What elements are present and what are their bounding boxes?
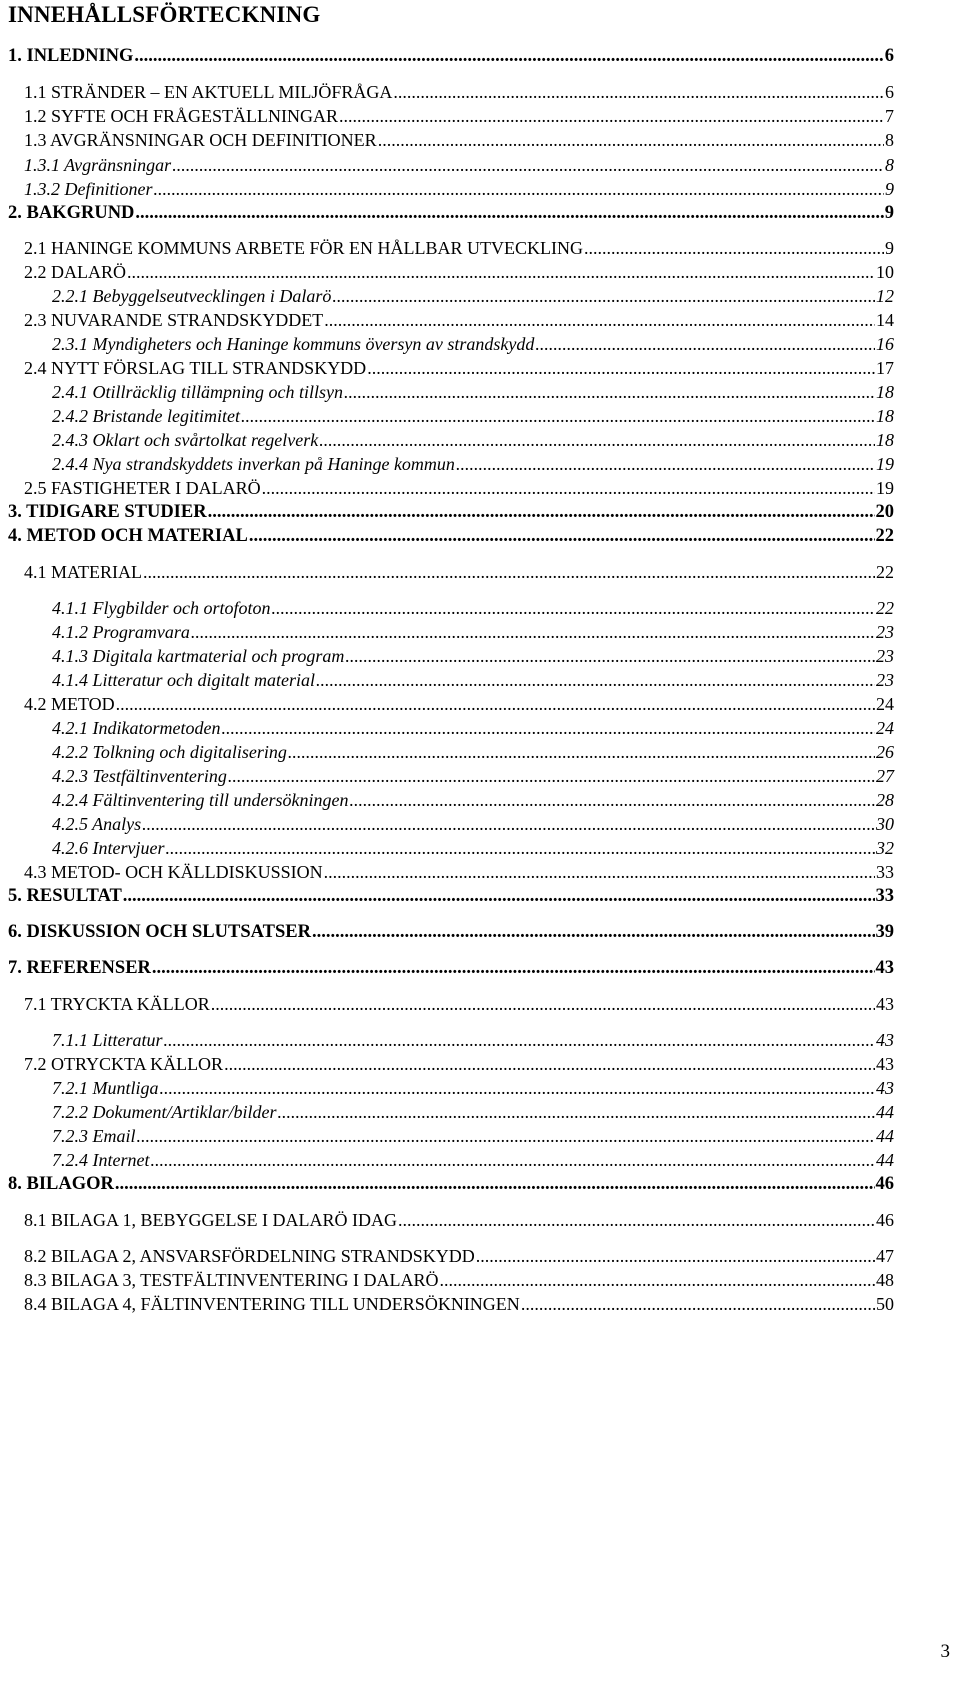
toc-entry-label: 4.1.1 Flygbilder och ortofoton [52, 598, 271, 618]
toc-entry-page: 23 [876, 670, 894, 690]
toc-entry-label: 7.2.1 Muntliga [52, 1078, 159, 1098]
toc-entry-page: 20 [875, 502, 894, 522]
toc-entry-page: 16 [876, 334, 894, 354]
toc-entry-label: 2.4 NYTT FÖRSLAG TILL STRANDSKYDD [24, 358, 367, 378]
dot-leader [154, 177, 885, 201]
toc-entry-label: 4.3 METOD- OCH KÄLLDISKUSSION [24, 862, 323, 882]
toc-entry-label: 7.2.2 Dokument/Artiklar/bilder [52, 1102, 277, 1122]
toc-entry[interactable] [52, 788, 894, 812]
toc-entry-page: 23 [876, 622, 894, 642]
dot-leader [339, 104, 884, 128]
toc-entry[interactable] [24, 1244, 894, 1268]
toc-entry-label: 7.2.4 Internet [52, 1150, 150, 1170]
toc-entry[interactable] [52, 332, 894, 356]
toc-entry[interactable] [52, 380, 894, 404]
toc-entry[interactable] [52, 596, 894, 620]
toc-entry-label: 3. TIDIGARE STUDIER [8, 502, 207, 522]
toc-entry-page: 33 [876, 862, 894, 882]
dot-leader [332, 284, 875, 308]
dot-leader [367, 356, 875, 380]
toc-entry-label: 4.1.2 Programvara [52, 622, 190, 642]
dot-leader [439, 1268, 875, 1292]
dot-leader [324, 860, 875, 884]
toc-entry-page: 26 [876, 742, 894, 762]
toc-entry[interactable] [8, 884, 894, 908]
toc-entry[interactable] [52, 1028, 894, 1052]
toc-entry-label: 4.1 MATERIAL [24, 562, 142, 582]
toc-entry-label: 4.2.5 Analys [52, 814, 142, 834]
toc-entry-label: 8. BILAGOR [8, 1174, 114, 1194]
dot-leader [316, 668, 875, 692]
toc-entry[interactable] [24, 860, 894, 884]
toc-entry-label: 1.3.1 Avgränsningar [24, 155, 172, 175]
toc-entry[interactable] [52, 1100, 894, 1124]
toc-entry-page: 6 [885, 82, 894, 102]
dot-leader [271, 596, 875, 620]
page-number: 3 [940, 1641, 950, 1662]
toc-entry-label: 2.5 FASTIGHETER I DALARÖ [24, 478, 261, 498]
toc-entry[interactable] [24, 476, 894, 500]
toc-entry-label: 2.1 HANINGE KOMMUNS ARBETE FÖR EN HÅLLBAR UTVECKLING [24, 238, 583, 258]
dot-leader [143, 560, 875, 584]
toc-entry-label: 8.4 BILAGA 4, FÄLTINVENTERING TILL UNDERSÖKNINGEN [24, 1294, 520, 1314]
dot-leader [476, 1244, 875, 1268]
toc-title: INNEHÅLLSFÖRTECKNING [8, 2, 321, 27]
toc-entry-label: 4.2.1 Indikatormetoden [52, 718, 221, 738]
toc-entry[interactable] [24, 308, 894, 332]
toc-entry-page: 9 [885, 238, 894, 258]
toc-entry-label: 8.3 BILAGA 3, TESTFÄLTINVENTERING I DALARÖ [24, 1270, 439, 1290]
toc-entry-label: 1. INLEDNING [8, 46, 134, 66]
toc-entry-label: 4. METOD OCH MATERIAL [8, 526, 248, 546]
toc-entry-page: 17 [876, 358, 894, 378]
dot-leader [277, 1100, 875, 1124]
toc-entry-label: 2.2 DALARÖ [24, 262, 126, 282]
toc-entry-page: 14 [876, 310, 894, 330]
toc-entry[interactable] [24, 236, 894, 260]
toc-entry-label: 4.2 METOD [24, 694, 115, 714]
toc-entry-page: 32 [876, 838, 894, 858]
toc-entry-label: 1.3 AVGRÄNSNINGAR OCH DEFINITIONER [24, 130, 377, 150]
toc-entry-label: 2.3 NUVARANDE STRANDSKYDDET [24, 310, 324, 330]
dot-leader [349, 788, 875, 812]
toc-entry-label: 2.4.2 Bristande legitimitet [52, 406, 240, 426]
toc-entry-page: 46 [875, 1174, 894, 1194]
toc-entry-page: 9 [884, 203, 894, 223]
toc-entry-page: 44 [876, 1126, 894, 1146]
toc-entry[interactable] [52, 452, 894, 476]
toc-entry-page: 19 [876, 478, 894, 498]
toc-entry[interactable] [24, 1052, 894, 1076]
toc-entry-label: 7.2 OTRYCKTA KÄLLOR [24, 1054, 224, 1074]
toc-entry-page: 10 [876, 262, 894, 282]
dot-leader [535, 332, 875, 356]
dot-leader [262, 476, 875, 500]
toc-entry-page: 27 [876, 766, 894, 786]
toc-entry[interactable] [24, 560, 894, 584]
dot-leader [521, 1292, 875, 1316]
toc-entry[interactable] [24, 992, 894, 1016]
toc-entry-page: 24 [876, 718, 894, 738]
toc-entry-page: 28 [876, 790, 894, 810]
dot-leader [137, 1124, 876, 1148]
toc-entry[interactable] [8, 201, 894, 225]
toc-entry-page: 9 [885, 179, 894, 199]
toc-entry-page: 39 [875, 922, 894, 942]
toc-entry-label: 4.2.3 Testfältinventering [52, 766, 227, 786]
toc-entry[interactable] [52, 284, 894, 308]
toc-entry-page: 48 [876, 1270, 894, 1290]
dot-leader [345, 644, 875, 668]
toc-entry-label: 4.2.6 Intervjuer [52, 838, 165, 858]
toc-entry-page: 19 [876, 454, 894, 474]
toc-entry-page: 22 [876, 562, 894, 582]
toc-entry[interactable] [8, 956, 894, 980]
dot-leader [221, 716, 875, 740]
toc-entry-page: 43 [876, 994, 894, 1014]
toc-entry-label: 4.2.2 Tolkning och digitalisering [52, 742, 287, 762]
toc-entry-label: 8.2 BILAGA 2, ANSVARSFÖRDELNING STRANDSKYDD [24, 1246, 475, 1266]
dot-leader [249, 524, 875, 548]
toc-entry[interactable] [24, 177, 894, 201]
toc-entry[interactable] [52, 644, 894, 668]
dot-leader [123, 884, 875, 908]
dot-leader [319, 428, 875, 452]
toc-entry-label: 1.1 STRÄNDER – EN AKTUELL MILJÖFRÅGA [24, 82, 393, 102]
toc-entry-label: 6. DISKUSSION OCH SLUTSATSER [8, 922, 311, 942]
toc-entry-label: 2. BAKGRUND [8, 203, 135, 223]
toc-entry[interactable] [24, 356, 894, 380]
dot-leader [312, 920, 875, 944]
toc-entry[interactable] [52, 1124, 894, 1148]
toc-entry[interactable] [52, 428, 894, 452]
toc-entry-page: 8 [885, 155, 894, 175]
dot-leader [378, 128, 884, 152]
toc-entry-label: 7.2.3 Email [52, 1126, 136, 1146]
dot-leader [191, 620, 875, 644]
dot-leader [288, 740, 875, 764]
dot-leader [135, 201, 883, 225]
toc-entry-label: 4.1.4 Litteratur och digitalt material [52, 670, 316, 690]
toc-entry[interactable] [52, 1076, 894, 1100]
toc-entry[interactable] [24, 1208, 894, 1232]
toc-entry[interactable] [8, 524, 894, 548]
toc-entry-label: 5. RESULTAT [8, 886, 122, 906]
toc-entry-page: 24 [876, 694, 894, 714]
toc-entry[interactable] [24, 260, 894, 284]
toc-entry[interactable] [52, 668, 894, 692]
toc-entry-page: 18 [876, 382, 894, 402]
toc-entry-page: 7 [885, 106, 894, 126]
toc-entry-label: 8.1 BILAGA 1, BEBYGGELSE I DALARÖ IDAG [24, 1210, 397, 1230]
toc-entry[interactable] [24, 128, 894, 152]
dot-leader [241, 404, 875, 428]
dot-leader [150, 1148, 875, 1172]
toc-entry-page: 43 [876, 1054, 894, 1074]
toc-entry-label: 7. REFERENSER [8, 958, 151, 978]
dot-leader [324, 308, 875, 332]
toc-entry-page: 33 [875, 886, 894, 906]
toc-entry[interactable] [24, 1268, 894, 1292]
dot-leader [208, 500, 875, 524]
toc-entry[interactable] [24, 1292, 894, 1316]
toc-entry-label: 2.2.1 Bebyggelseutvecklingen i Dalarö [52, 286, 332, 306]
dot-leader [127, 260, 875, 284]
toc-entry-label: 2.4.3 Oklart och svårtolkat regelverk [52, 430, 319, 450]
toc-entry[interactable] [52, 764, 894, 788]
dot-leader [456, 452, 875, 476]
toc-entry[interactable] [52, 404, 894, 428]
dot-leader [165, 836, 875, 860]
dot-leader [152, 956, 875, 980]
toc-entry-label: 2.4.1 Otillräcklig tillämpning och tillsyn [52, 382, 343, 402]
toc-entry[interactable] [52, 812, 894, 836]
toc-entry-label: 1.2 SYFTE OCH FRÅGESTÄLLNINGAR [24, 106, 339, 126]
dot-leader [211, 992, 875, 1016]
toc-entry-page: 43 [876, 1078, 894, 1098]
toc-entry[interactable] [52, 620, 894, 644]
toc-entry-page: 44 [876, 1150, 894, 1170]
toc-entry-page: 22 [876, 598, 894, 618]
toc-entry-page: 6 [884, 46, 894, 66]
toc-entry-label: 4.1.3 Digitala kartmaterial och program [52, 646, 345, 666]
dot-leader [584, 236, 884, 260]
toc-entry[interactable] [52, 740, 894, 764]
dot-leader [115, 1172, 875, 1196]
toc-entry-label: 2.3.1 Myndigheters och Haninge kommuns översyn av strandskydd [52, 334, 535, 354]
toc-entry-page: 46 [876, 1210, 894, 1230]
toc-entry[interactable] [24, 153, 894, 177]
toc-entry-page: 43 [875, 958, 894, 978]
dot-leader [344, 380, 875, 404]
toc-entry-page: 43 [876, 1030, 894, 1050]
toc-entry[interactable] [8, 920, 894, 944]
dot-leader [142, 812, 875, 836]
toc-entry-page: 44 [876, 1102, 894, 1122]
dot-leader [134, 44, 883, 68]
toc-entry-label: 7.1.1 Litteratur [52, 1030, 163, 1050]
toc-entry[interactable] [24, 692, 894, 716]
dot-leader [393, 80, 884, 104]
dot-leader [228, 764, 875, 788]
toc-entry-page: 22 [875, 526, 894, 546]
toc-entry[interactable] [8, 1172, 894, 1196]
dot-leader [160, 1076, 876, 1100]
toc-entry-page: 30 [876, 814, 894, 834]
toc-entry[interactable] [8, 500, 894, 524]
dot-leader [398, 1208, 875, 1232]
dot-leader [164, 1028, 875, 1052]
toc-entry-page: 18 [876, 430, 894, 450]
toc-entry-label: 4.2.4 Fältinventering till undersökningen [52, 790, 349, 810]
toc-entry[interactable] [52, 836, 894, 860]
toc-entry-page: 12 [876, 286, 894, 306]
toc-entry-label: 7.1 TRYCKTA KÄLLOR [24, 994, 210, 1014]
toc-entry-page: 8 [885, 130, 894, 150]
toc-entry-page: 47 [876, 1246, 894, 1266]
dot-leader [172, 153, 884, 177]
dot-leader [116, 692, 875, 716]
dot-leader [224, 1052, 875, 1076]
toc-entry[interactable] [52, 716, 894, 740]
toc-entry[interactable] [52, 1148, 894, 1172]
toc-entry-page: 50 [876, 1294, 894, 1314]
toc-entry-page: 23 [876, 646, 894, 666]
toc-entry-label: 2.4.4 Nya strandskyddets inverkan på Haninge kommun [52, 454, 455, 474]
toc-entry[interactable] [24, 80, 894, 104]
toc-entry[interactable] [24, 104, 894, 128]
toc-entry-page: 18 [876, 406, 894, 426]
toc-entry[interactable] [8, 44, 894, 68]
toc-entry-label: 1.3.2 Definitioner [24, 179, 153, 199]
